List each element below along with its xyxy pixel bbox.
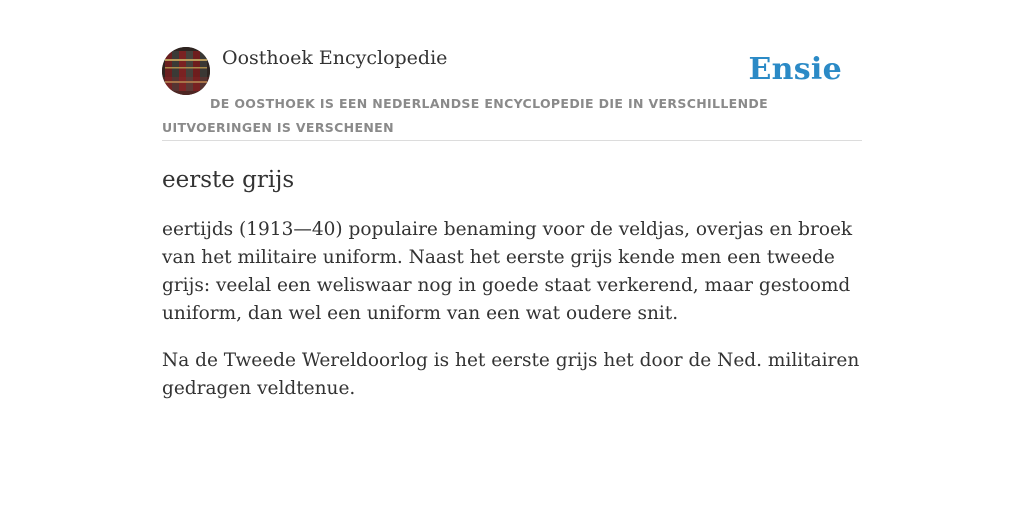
encyclopedia-books-icon[interactable]	[162, 47, 210, 95]
ensie-logo-link[interactable]: Ensie	[748, 52, 842, 87]
site-tagline: DE OOSTHOEK IS EEN NEDERLANDSE ENCYCLOPEDIE DIE IN VERSCHILLENDE UITVOERINGEN IS VERSCHENEN	[162, 96, 768, 135]
entry-card	[162, 46, 862, 403]
entry-title: eerste grijs	[162, 167, 295, 193]
entry-paragraph: eertijds (1913—40) populaire benaming voor de veldjas, overjas en broek van het militaire uniform. Naast het eerste grijs kende men een tweede grijs: veelal een weliswaar nog in goede staat verkerend, maar gestoomd uniform, dan wel een uniform van een wat oudere snit.	[162, 219, 853, 324]
entry-header	[162, 46, 862, 141]
site-name-link[interactable]: Oosthoek Encyclopedie	[222, 47, 448, 69]
books-image	[162, 47, 210, 95]
entry-paragraph: Na de Tweede Wereldoorlog is het eerste grijs het door de Ned. militairen gedragen veldtenue.	[162, 350, 860, 399]
